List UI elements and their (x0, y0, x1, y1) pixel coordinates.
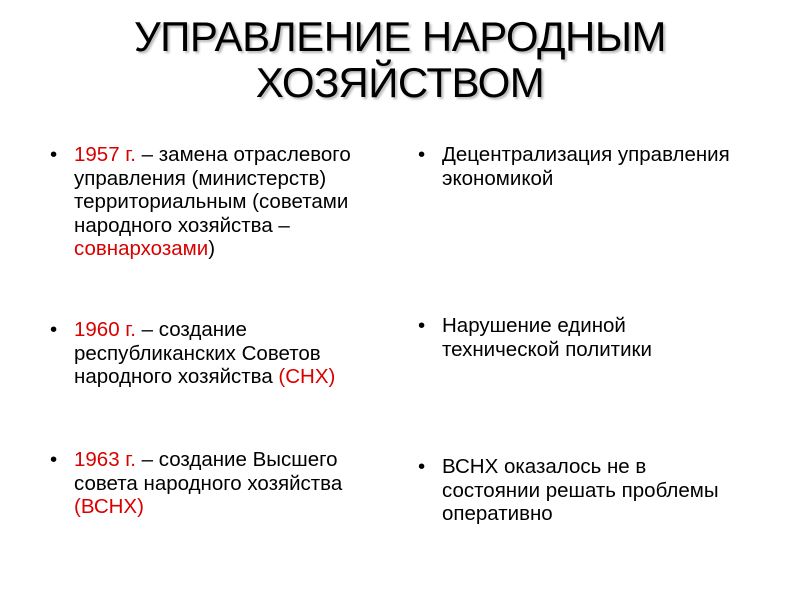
highlight-term: (ВСНХ) (74, 495, 144, 518)
title-line-1: УПРАВЛЕНИЕ НАРОДНЫМ (133, 13, 667, 60)
right-item-text: Нарушение единой технической политики (442, 314, 652, 361)
left-item-1957 (50, 143, 395, 261)
bullet-icon: • (418, 455, 426, 478)
title-line-2: ХОЗЯЙСТВОМ (255, 59, 545, 106)
right-item-vsnh-failure (418, 455, 748, 526)
right-item-text: ВСНХ оказалось не в состоянии решать проблемы оперативно (442, 455, 719, 525)
left-item-1960 (50, 318, 395, 389)
year-label: 1963 г. (74, 448, 136, 471)
left-item-1963 (50, 448, 395, 519)
item-tail: ) (208, 237, 216, 260)
highlight-term: (СНХ) (278, 365, 336, 388)
right-item-technical-policy (418, 314, 748, 361)
left-item-text (74, 318, 395, 389)
slide-title (40, 14, 760, 106)
left-item-text (74, 143, 395, 261)
item-body: – создание Высшего совета народного хозяйства (74, 448, 343, 495)
year-label: 1960 г. (74, 318, 136, 341)
year-label: 1957 г. (74, 143, 136, 166)
highlight-term: совнархозами (74, 237, 209, 260)
bullet-icon: • (418, 314, 426, 337)
bullet-icon: • (50, 448, 58, 471)
left-item-text (74, 448, 395, 519)
bullet-icon: • (418, 143, 426, 166)
bullet-icon: • (50, 318, 58, 341)
right-item-decentralization (418, 143, 748, 190)
item-body: – замена отраслевого управления (министерств) территориальным (советами народного хозяйства – (74, 143, 351, 237)
bullet-icon: • (50, 143, 58, 166)
right-item-text: Децентрализация управления экономикой (442, 143, 730, 190)
item-body: – создание республиканских Советов народного хозяйства (74, 318, 321, 388)
